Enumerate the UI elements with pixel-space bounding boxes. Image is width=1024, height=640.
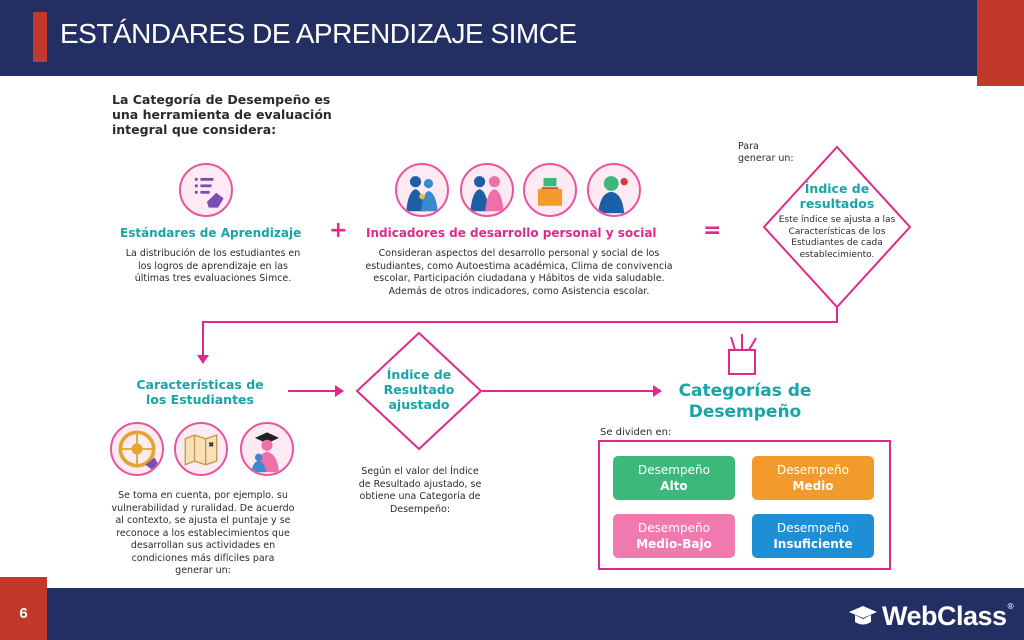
description-line: Además de otros indicadores, como Asistencia escolar.	[388, 285, 650, 297]
description-line: Según el valor del Índice	[361, 466, 479, 477]
title-line: los Estudiantes	[146, 392, 254, 407]
intro-line: La Categoría de Desempeño es	[112, 92, 331, 107]
equals-sign: =	[703, 218, 722, 243]
title-line: Características de	[136, 377, 264, 392]
desempeno-medio-bajo-box	[613, 514, 735, 558]
description-line: La distribución de los estudiantes en	[125, 248, 301, 259]
description-line: desarrollan sus actividades en	[130, 540, 276, 551]
description-line: Desempeño:	[389, 503, 451, 515]
para-line: generar un:	[738, 153, 794, 164]
page-title: ESTÁNDARES DE APRENDIZAJE SIMCE	[60, 18, 577, 49]
arrow-head-down	[197, 355, 209, 364]
categorias-title	[660, 381, 830, 423]
box-line: Desempeño	[777, 521, 849, 535]
description-line: obtiene una Categoría de	[359, 491, 481, 502]
description-line: Este índice se ajusta a las	[778, 215, 896, 225]
para-line: Para	[738, 141, 759, 152]
box-line: Desempeño	[638, 521, 710, 535]
description-line: escolar, Participación ciudadana y Hábitos de vida saludable.	[373, 273, 665, 284]
desempeno-alto-box	[613, 456, 735, 500]
description-line: Características de los	[788, 226, 886, 237]
desempeno-insuficiente-box	[752, 514, 874, 558]
intro-line: una herramienta de evaluación	[112, 107, 332, 122]
description-line: al contexto, se ajusta el puntaje y se	[115, 515, 291, 526]
description-line: Estudiantes de cada	[791, 238, 883, 248]
se-dividen-label: Se dividen en:	[600, 427, 672, 438]
desempeno-medio-box	[752, 456, 874, 500]
intro-line: integral que considera:	[112, 122, 277, 137]
title-line: ajustado	[388, 397, 450, 412]
indice-ajustado-description	[340, 466, 500, 516]
caracteristicas-description	[98, 490, 308, 578]
indicadores-title: Indicadores de desarrollo personal y social	[366, 226, 657, 240]
indice-resultados-title	[772, 181, 902, 211]
arrow-head-right	[335, 385, 344, 397]
description-line: últimas tres evaluaciones Simce.	[134, 273, 292, 284]
roulette-wheel-icon	[110, 422, 164, 476]
description-line: de Resultado ajustado, se	[358, 478, 482, 490]
box-line: Desempeño	[638, 463, 710, 477]
plus-sign: +	[329, 218, 348, 243]
box-line: Desempeño	[777, 463, 849, 477]
title-line: Índice de	[804, 181, 870, 196]
estandares-title: Estándares de Aprendizaje	[120, 226, 302, 240]
title-line: Índice de	[386, 367, 452, 382]
indice-ajustado-title	[369, 367, 469, 412]
description-line: condiciones más difíciles para	[131, 552, 275, 564]
description-line: generar un:	[175, 565, 231, 576]
graduate-student-icon	[240, 422, 294, 476]
title-line: Desempeño	[688, 402, 802, 422]
indice-resultados-desc	[772, 215, 902, 261]
description-line: los logros de aprendizaje en las	[138, 260, 288, 272]
box-level: Alto	[660, 479, 688, 493]
logo-text: WebClass	[882, 600, 1007, 631]
pencil-cup-icon	[729, 334, 756, 374]
logo-registered-mark: ®	[1006, 602, 1015, 611]
description-line: reconoce a los establecimientos que	[116, 527, 290, 539]
webclass-logo	[848, 598, 1018, 634]
description-line: Consideran aspectos del desarrollo personal y social de los	[378, 248, 660, 259]
title-line: Resultado	[383, 382, 455, 397]
map-icon	[174, 422, 228, 476]
description-line: establecimiento.	[799, 249, 875, 260]
indice-resultados-text	[772, 181, 902, 261]
title-line: Categorías de	[678, 381, 812, 401]
description-line: estudiantes, como Autoestima académica, Clima de convivencia	[365, 260, 673, 272]
graduation-cap-icon	[848, 603, 878, 629]
caracteristicas-title	[110, 377, 290, 407]
description-line: Se toma en cuenta, por ejemplo. su	[118, 490, 288, 501]
box-level: Insuficiente	[773, 537, 853, 551]
title-line: resultados	[799, 196, 875, 211]
box-level: Medio	[792, 479, 834, 493]
page-number: 6	[19, 605, 28, 622]
box-level: Medio-Bajo	[636, 537, 712, 551]
description-line: vulnerabilidad y ruralidad. De acuerdo	[111, 502, 295, 514]
